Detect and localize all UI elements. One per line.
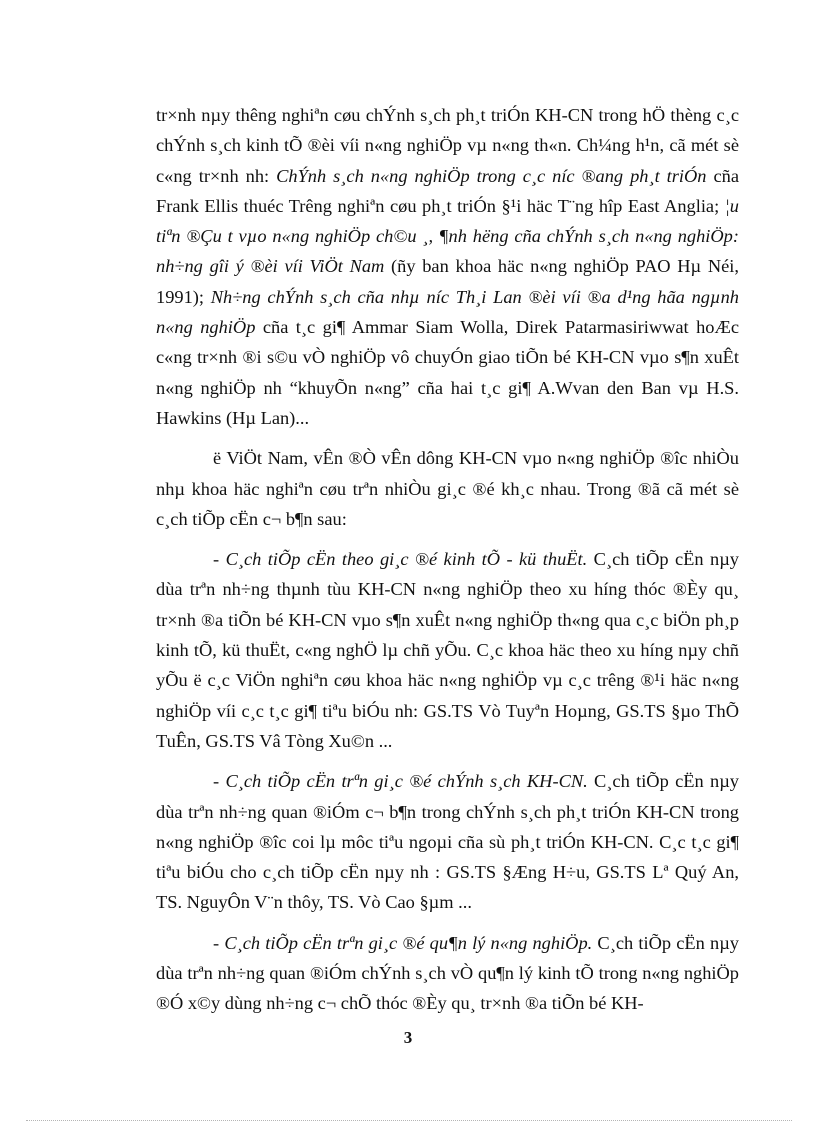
text-run: cña Frank Ellis thuéc Trêng nghiªn cøu ph¸t triÓn §¹i häc T¨ng hîp East Anglia; xyxy=(156,165,739,216)
italic-title-run: ¦u tiªn ®Çu t vµo n«ng nghiÖp ch©u ¸, ¶nh hëng cña chÝnh s¸ch n«ng nghiÖp: nh÷ng gîi ý ®èi víi ViÖt Nam xyxy=(156,195,739,277)
italic-title-run: C¸ch tiÕp cËn theo gi¸c ®é kinh tÕ - kü thuËt. xyxy=(225,549,588,570)
text-run: (ñy ban khoa häc n«ng nghiÖp PAO Hµ Néi, 1991); xyxy=(156,256,739,307)
text-run: - xyxy=(213,771,226,792)
text-run: - xyxy=(213,932,225,953)
italic-title-run: Nh÷ng chÝnh s¸ch cña nhµ níc Th¸i Lan ®èi víi ®a d¹ng hãa ngµnh n«ng nghiÖp xyxy=(156,286,739,338)
body-text xyxy=(156,100,739,1029)
paragraph-3 xyxy=(156,544,739,756)
text-run: - xyxy=(213,549,226,570)
text-run: tr×nh nµy thêng nghiªn cøu chÝnh s¸ch ph¸t triÓn KH-CN trong hÖ thèng c¸c chÝnh s¸ch kinh tÕ ®èi víi n«ng nghiÖp vµ n«ng th«n. Ch¼ng h¹n, cã mét sè c«ng tr×nh nh: xyxy=(156,105,739,186)
italic-title-run: ChÝnh s¸ch n«ng nghiÖp trong c¸c níc ®ang ph¸t triÓn xyxy=(276,165,707,186)
paragraph-5 xyxy=(156,928,739,1019)
paragraph-2 xyxy=(156,443,739,534)
italic-title-run: C¸ch tiÕp cËn trªn gi¸c ®é chÝnh s¸ch KH-CN. xyxy=(225,771,588,792)
page-number: 3 xyxy=(403,1028,413,1047)
text-run: C¸ch tiÕp cËn nµy dùa trªn nh÷ng quan ®iÓm c¬ b¶n trong chÝnh s¸ch ph¸t triÓn KH-CN trong n«ng nghiÖp ®îc coi lµ môc tiªu ngoµi cña sù ph¸t triÓn KH-CN. C¸c t¸c gi¶ tiªu biÓu cho c¸ch tiÕp cËn nµy nh : GS.TS §Æng H÷u, GS.TS Lª Quý An, TS. NguyÔn V¨n thôy, TS. Vò Cao §µm ... xyxy=(156,771,739,913)
paragraph-1 xyxy=(156,100,739,433)
page-bottom-rule xyxy=(26,1120,792,1121)
paragraph-4 xyxy=(156,766,739,917)
text-run: C¸ch tiÕp cËn nµy dùa trªn nh÷ng quan ®iÓm chÝnh s¸ch vÒ qu¶n lý kinh tÕ trong n«ng nghiÖp ®Ó x©y dùng nh÷ng c¬ chÕ thóc ®Èy qu¸ tr×nh ®a tiÕn bé KH- xyxy=(156,932,739,1014)
text-run: C¸ch tiÕp cËn nµy dùa trªn nh÷ng thµnh tùu KH-CN n«ng nghiÖp theo xu híng thóc ®Èy qu¸ tr×nh ®a tiÕn bé KH-CN vµo s¶n xuÊt n«ng nghiÖp th«ng qua c¸c biÖn ph¸p kinh tÕ, kü thuËt, c«ng nghÖ lµ chñ yÕu. C¸c khoa häc theo xu híng nµy chñ yÕu ë c¸c ViÖn nghiªn cøu khoa häc n«ng nghiÖp vµ c¸c trêng ®¹i häc n«ng nghiÖp víi c¸c t¸c gi¶ tiªu biÓu nh: GS.TS Vò Tuyªn Hoµng, GS.TS §µo ThÕ TuÊn, GS.TS Vâ Tòng Xu©n ... xyxy=(156,549,739,751)
text-run: ë ViÖt Nam, vÊn ®Ò vÊn dông KH-CN vµo n«ng nghiÖp ®îc nhiÒu nhµ khoa häc nghiªn cøu trªn nhiÒu gi¸c ®é kh¸c nhau. Trong ®ã cã mét sè c¸ch tiÕp cËn c¬ b¶n sau: xyxy=(156,448,739,529)
text-run: cña t¸c gi¶ Ammar Siam Wolla, Direk Patarmasiriwwat hoÆc c«ng tr×nh ®i s©u vÒ nghiÖp vô chuyÓn giao tiÕn bé KH-CN vµo s¶n xuÊt n«ng nghiÖp nh “khuyÕn n«ng” cña hai t¸c gi¶ A.Wvan den Ban vµ H.S. Hawkins (Hµ Lan)... xyxy=(156,317,739,428)
italic-title-run: C¸ch tiÕp cËn trªn gi¸c ®é qu¶n lý n«ng nghiÖp. xyxy=(224,932,593,953)
